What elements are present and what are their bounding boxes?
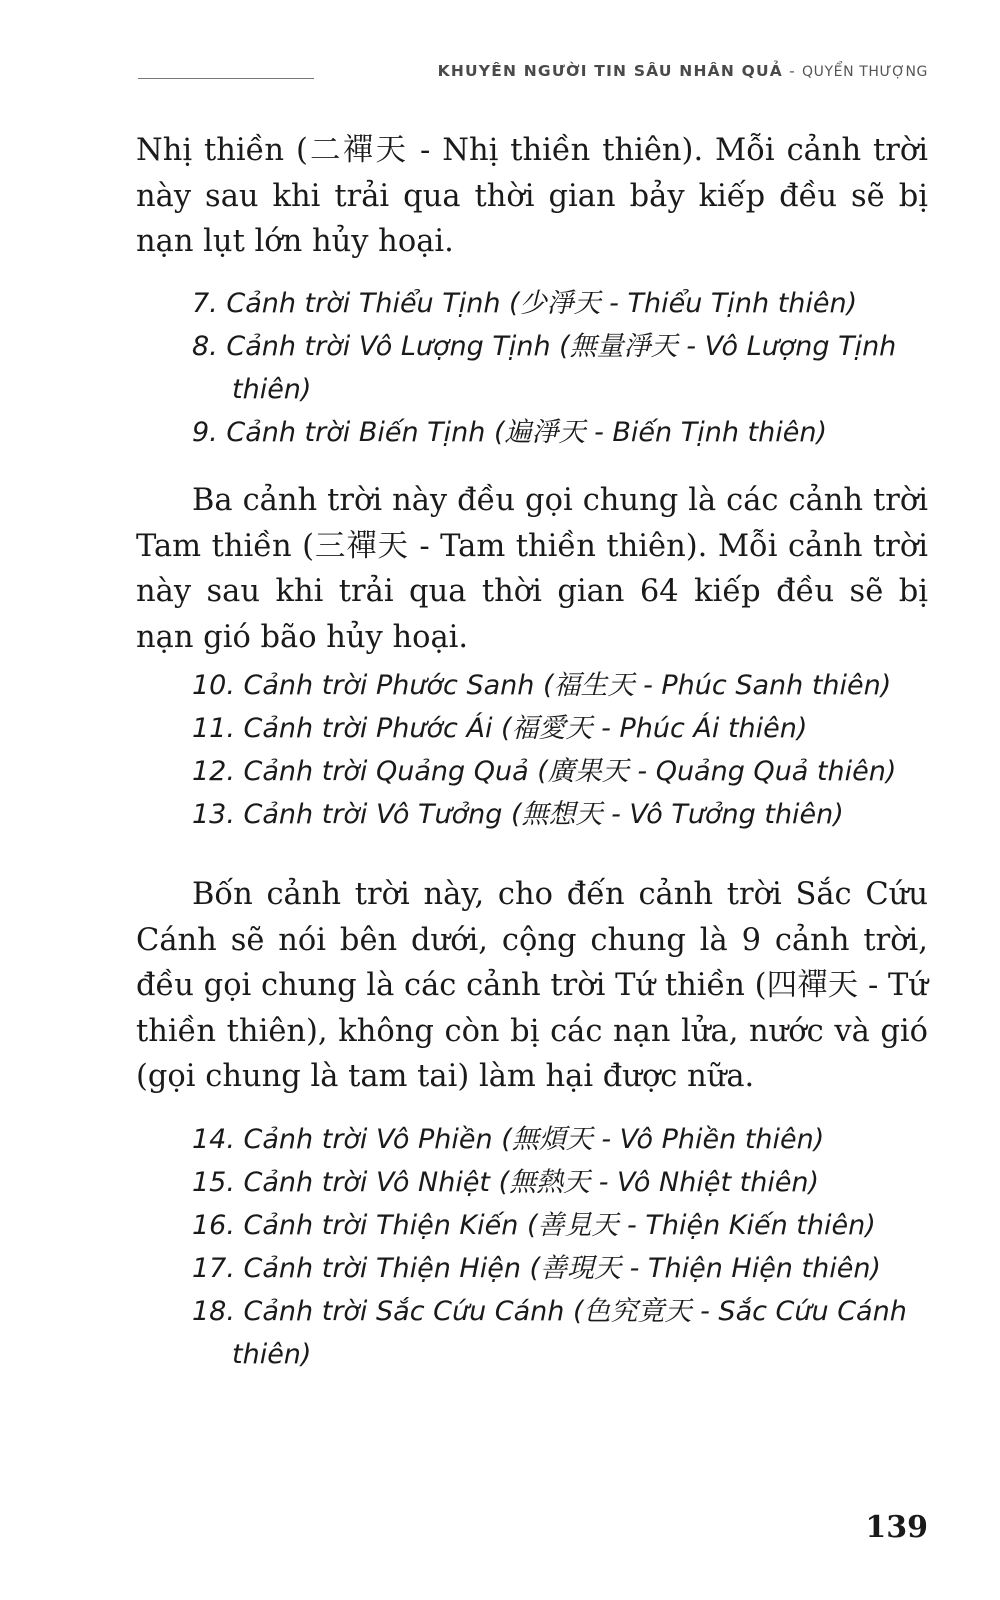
list-item: 10. Cảnh trời Phước Sanh (福生天 - Phúc Sanh thiên) [192, 670, 892, 701]
header-rule [138, 78, 314, 79]
heaven-list [192, 1118, 928, 1376]
list-item: 11. Cảnh trời Phước Ái (福愛天 - Phúc Ái thiên) [192, 713, 808, 744]
list-item: 8. Cảnh trời Vô Lượng Tịnh (無量淨天 - Vô Lượng Tịnh thiên) [192, 331, 897, 405]
heaven-list [192, 282, 928, 454]
list-item: 17. Cảnh trời Thiện Hiện (善現天 - Thiện Hiện thiên) [192, 1253, 881, 1284]
book-title: KHUYÊN NGƯỜI TIN SÂU NHÂN QUẢ [437, 62, 783, 80]
list-item: 14. Cảnh trời Vô Phiền (無煩天 - Vô Phiền thiên) [192, 1124, 825, 1155]
list-item: 13. Cảnh trời Vô Tưởng (無想天 - Vô Tưởng thiên) [192, 799, 844, 830]
list-item: 9. Cảnh trời Biến Tịnh (遍淨天 - Biến Tịnh thiên) [192, 417, 828, 448]
list-item: 12. Cảnh trời Quảng Quả (廣果天 - Quảng Quả thiên) [192, 756, 897, 787]
running-header [138, 62, 928, 88]
page-number: 139 [865, 1510, 928, 1545]
paragraph: Ba cảnh trời này đều gọi chung là các cảnh trời Tam thiền (三禪天 - Tam thiền thiên). Mỗi cảnh trời này sau khi trải qua thời gian 64 kiếp đều sẽ bị nạn gió bão hủy hoại. [136, 483, 928, 655]
list-item: 16. Cảnh trời Thiện Kiến (善見天 - Thiện Kiến thiên) [192, 1210, 876, 1241]
heaven-list [192, 664, 928, 836]
header-separator: - [782, 62, 803, 80]
volume-label: QUYỂN THƯỢNG [802, 64, 928, 80]
header-text [438, 62, 928, 80]
paragraph: Nhị thiền (二禪天 - Nhị thiền thiên). Mỗi cảnh trời này sau khi trải qua thời gian bảy kiếp đều sẽ bị nạn lụt lớn hủy hoại. [136, 133, 928, 259]
list-item: 15. Cảnh trời Vô Nhiệt (無熱天 - Vô Nhiệt thiên) [192, 1167, 820, 1198]
list-item: 18. Cảnh trời Sắc Cứu Cánh (色究竟天 - Sắc Cứu Cánh thiên) [192, 1296, 907, 1370]
paragraph: Bốn cảnh trời này, cho đến cảnh trời Sắc Cứu Cánh sẽ nói bên dưới, cộng chung là 9 cảnh trời, đều gọi chung là các cảnh trời Tứ thiền (四禪天 - Tứ thiền thiên), không còn bị các nạn lửa, nước và gió (gọi chung là tam tai) làm hại được nữa. [136, 877, 928, 1094]
list-item: 7. Cảnh trời Thiểu Tịnh (少淨天 - Thiểu Tịnh thiên) [192, 288, 858, 319]
